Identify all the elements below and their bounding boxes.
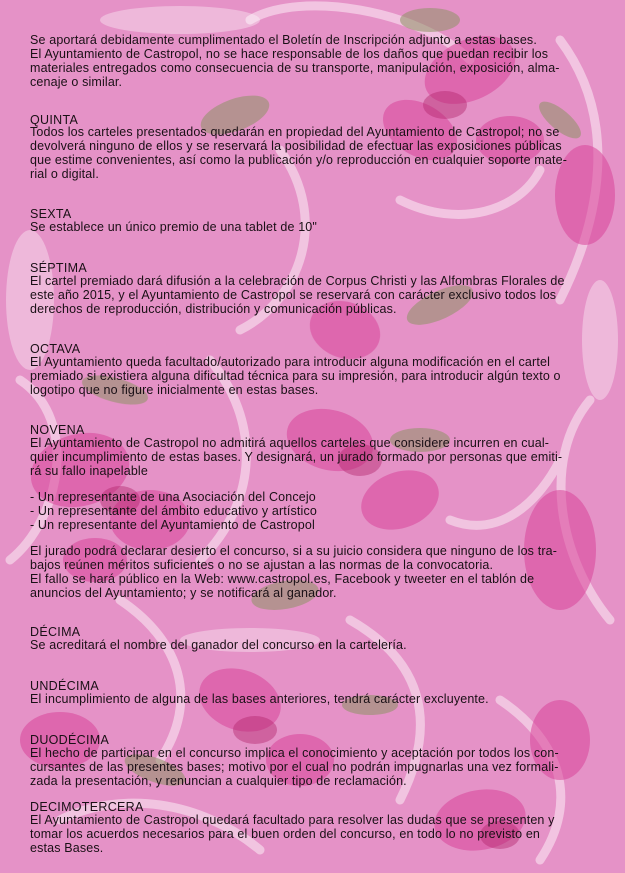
text-line: El Ayuntamiento de Castropol no admitirá aquellos carteles que considere incurren en cual- xyxy=(30,436,550,450)
section-body-novena-continued xyxy=(30,544,600,600)
text-line: rá su fallo inapelable xyxy=(30,464,148,478)
text-line: Se acreditará el nombre del ganador del concurso en la cartelería. xyxy=(30,638,407,652)
section-body-octava xyxy=(30,355,600,397)
text-line: cursantes de las presentes bases; motivo por el cual no podrán impugnarlas una vez formali- xyxy=(30,760,559,774)
section-heading-septima: SÉPTIMA xyxy=(30,261,87,275)
text-line: El Ayuntamiento de Castropol, no se hace responsable de los daños que puedan recibir los xyxy=(30,47,549,61)
list-item: - Un representante del Ayuntamiento de Castropol xyxy=(30,518,315,532)
section-heading-sexta: SEXTA xyxy=(30,207,72,221)
text-line: El Ayuntamiento de Castropol quedará facultado para resolver las dudas que se presenten y xyxy=(30,813,555,827)
text-line: El jurado podrá declarar desierto el concurso, si a su juicio considera que ninguno de los tra- xyxy=(30,544,558,558)
section-body-duodecima xyxy=(30,746,600,788)
text-line: El Ayuntamiento queda facultado/autorizado para introducir alguna modificación en el cartel xyxy=(30,355,550,369)
text-line: bajos reúnen méritos suficientes o no se ajustan a las normas de la convocatoria. xyxy=(30,558,494,572)
text-line: materiales entregados como consecuencia de su transporte, manipulación, exposición, alma- xyxy=(30,61,560,75)
section-heading-undecima: UNDÉCIMA xyxy=(30,679,100,693)
text-line: anuncios del Ayuntamiento; y se notificará al ganador. xyxy=(30,586,337,600)
section-body-undecima xyxy=(30,692,600,706)
text-line: que estime convenientes, así como la publicación y/o reproducción en cualquier soporte mate- xyxy=(30,153,568,167)
section-body-septima xyxy=(30,274,600,316)
text-line: quier incumplimiento de estas bases. Y designará, un jurado formado por personas que emiti- xyxy=(30,450,563,464)
text-line: devolverá ninguno de ellos y se reservará la posibilidad de efectuar las exposiciones públicas xyxy=(30,139,562,153)
text-line: El cartel premiado dará difusión a la celebración de Corpus Christi y las Alfombras Florales de xyxy=(30,274,565,288)
section-heading-quinta: QUINTA xyxy=(30,113,79,127)
list-item: - Un representante de una Asociación del Concejo xyxy=(30,490,316,504)
intro-paragraph xyxy=(30,33,600,89)
section-body-decima xyxy=(30,638,600,652)
text-line: cenaje o similar. xyxy=(30,75,123,89)
text-line: El incumplimiento de alguna de las bases anteriores, tendrá carácter excluyente. xyxy=(30,692,489,706)
text-line: El fallo se hará público en la Web: www.castropol.es, Facebook y tweeter en el tablón de xyxy=(30,572,535,586)
section-heading-novena: NOVENA xyxy=(30,423,85,437)
section-body-decimotercera xyxy=(30,813,600,855)
text-line: rial o digital. xyxy=(30,167,99,181)
section-heading-decima: DÉCIMA xyxy=(30,625,81,639)
text-line: El hecho de participar en el concurso implica el conocimiento y aceptación por todos los con- xyxy=(30,746,559,760)
text-line: zada la presentación, y renuncian a cualquier tipo de reclamación. xyxy=(30,774,407,788)
section-body-sexta xyxy=(30,220,600,234)
section-heading-octava: OCTAVA xyxy=(30,342,81,356)
list-item: - Un representante del ámbito educativo y artístico xyxy=(30,504,317,518)
section-body-novena xyxy=(30,436,600,478)
text-line: logotipo que no figure inicialmente en estas bases. xyxy=(30,383,319,397)
text-line: Se aportará debidamente cumplimentado el Boletín de Inscripción adjunto a estas bases. xyxy=(30,33,537,47)
text-line: estas Bases. xyxy=(30,841,104,855)
text-line: Se establece un único premio de una tablet de 10" xyxy=(30,220,317,234)
section-heading-duodecima: DUODÉCIMA xyxy=(30,733,110,747)
text-line: Todos los carteles presentados quedarán en propiedad del Ayuntamiento de Castropol; no se xyxy=(30,125,560,139)
section-body-quinta xyxy=(30,125,600,181)
text-line: derechos de reproducción, distribución y comunicación públicas. xyxy=(30,302,397,316)
text-line: tomar los acuerdos necesarios para el buen orden del concurso, en todo lo no previsto en xyxy=(30,827,541,841)
text-line: premiado si existiera alguna dificultad técnica para su impresión, para introducir algún texto o xyxy=(30,369,561,383)
jury-list xyxy=(30,490,600,532)
text-line: este año 2015, y el Ayuntamiento de Castropol se reservará con carácter exclusivo todos los xyxy=(30,288,557,302)
section-heading-decimotercera: DECIMOTERCERA xyxy=(30,800,144,814)
